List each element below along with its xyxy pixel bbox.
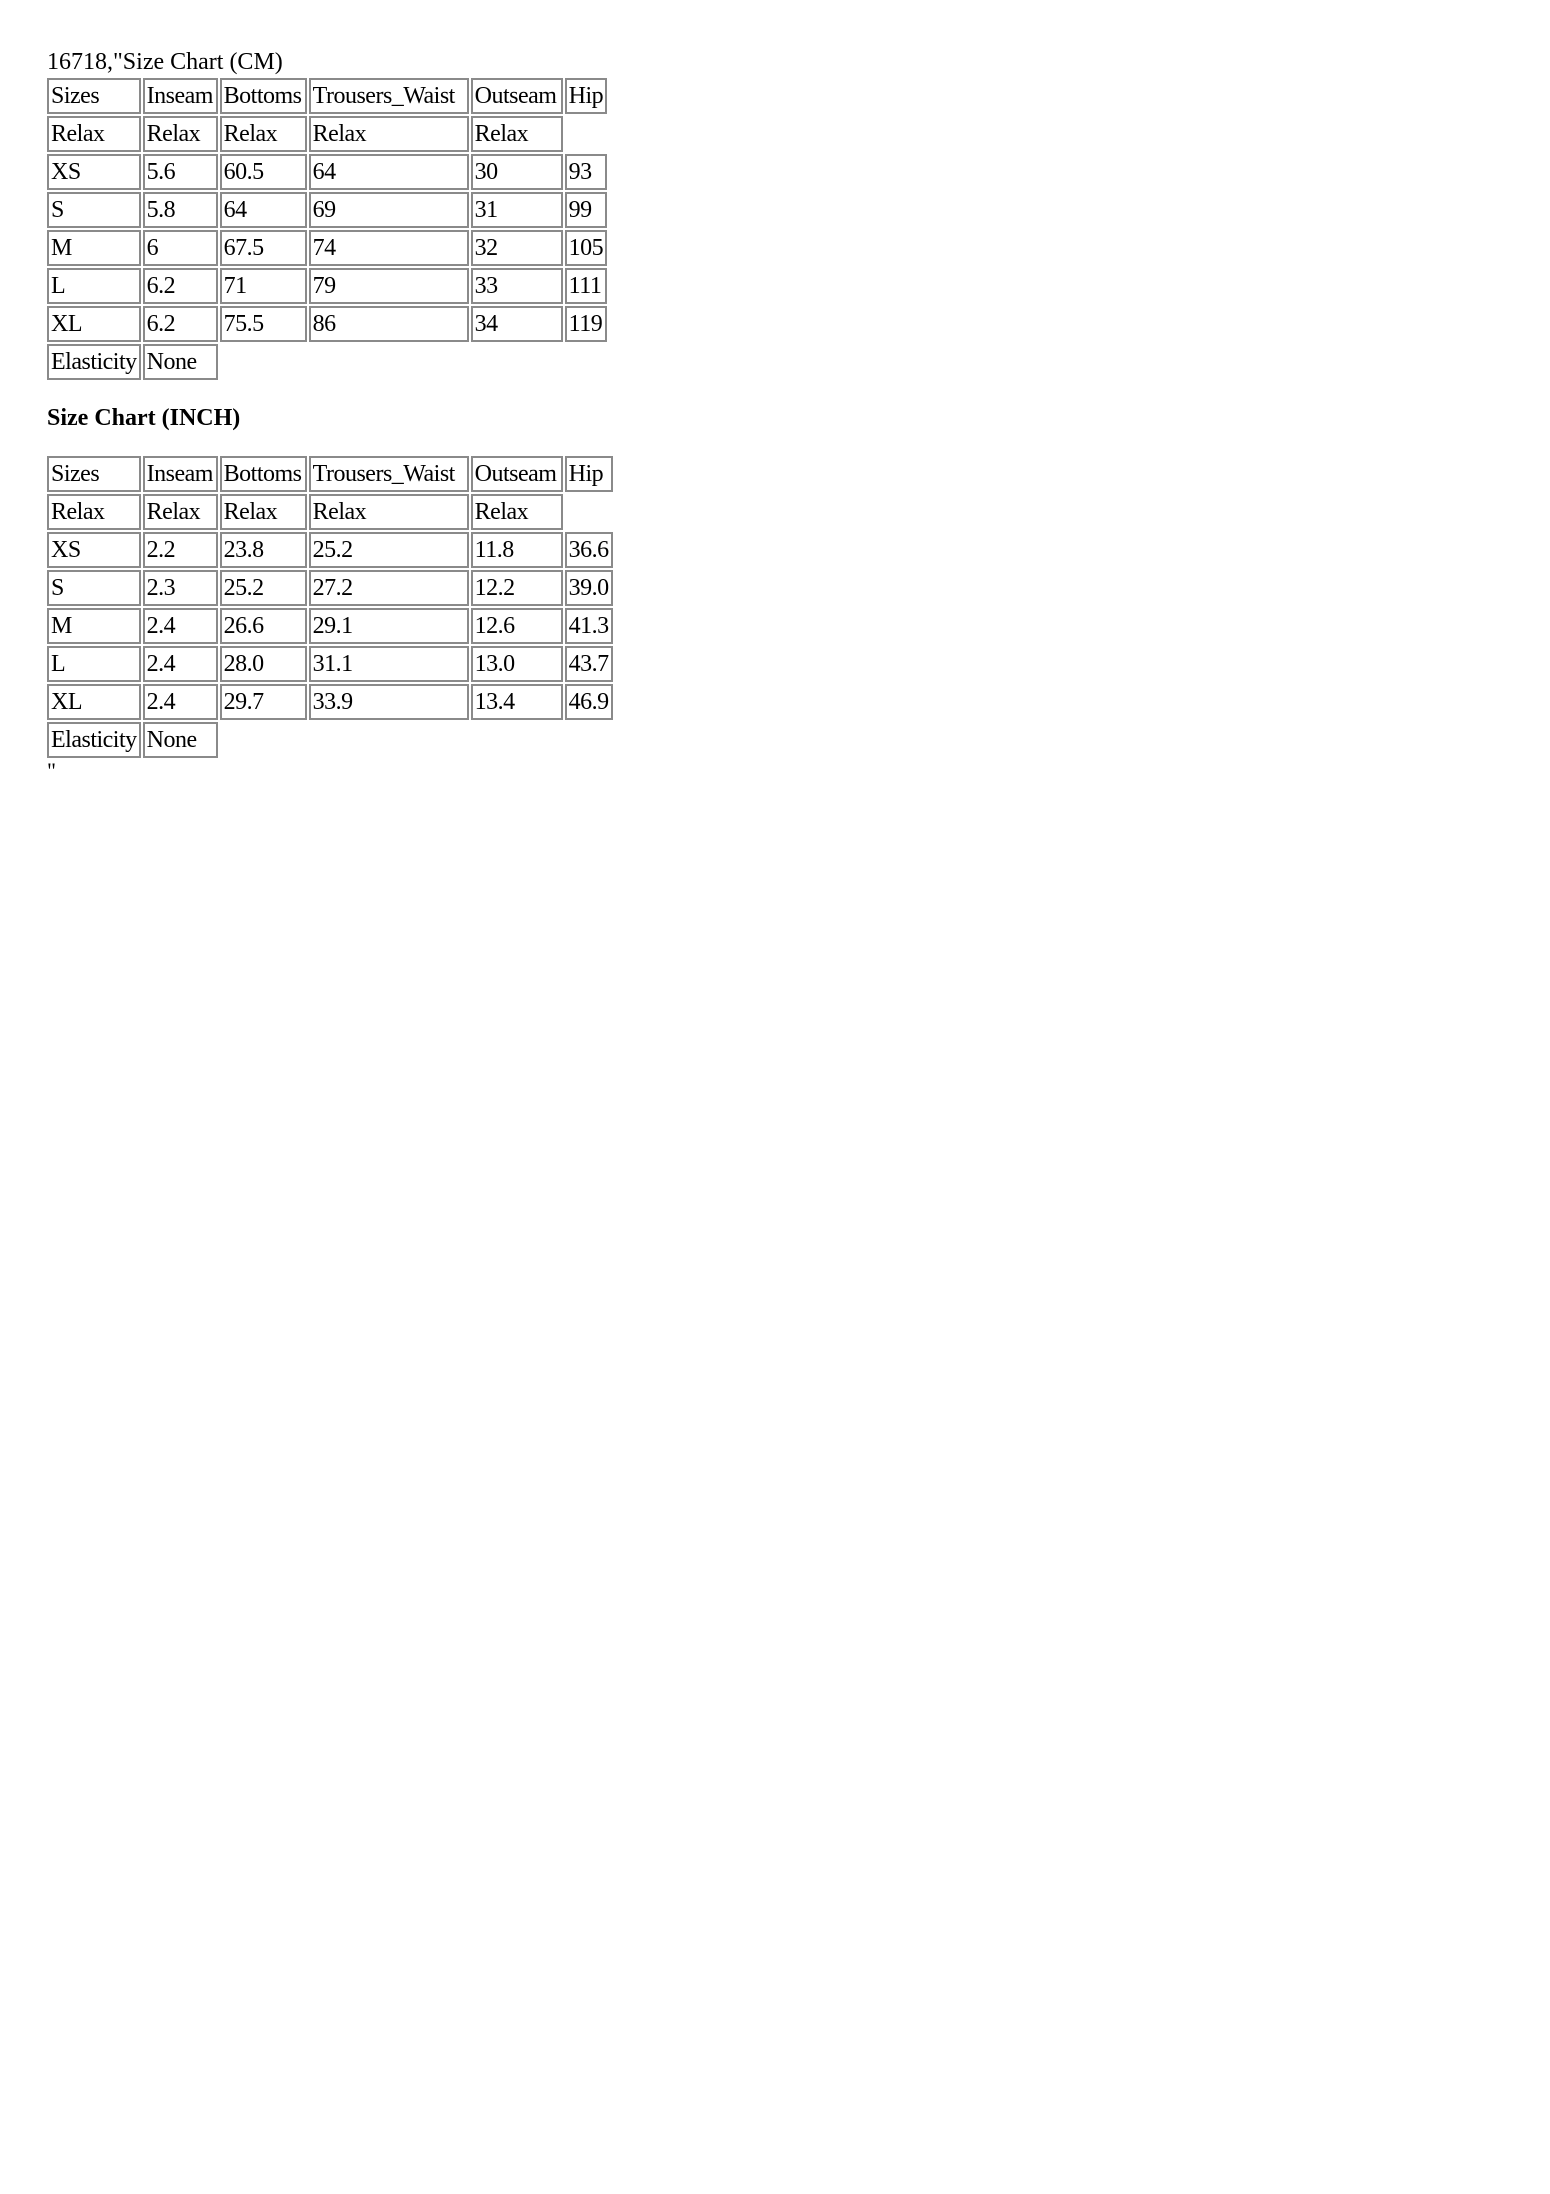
table-cell: 23.8 <box>220 532 307 568</box>
table-cell: 26.6 <box>220 608 307 644</box>
table-cell: 5.6 <box>143 154 218 190</box>
header-cell: Outseam <box>471 456 563 492</box>
empty-cell <box>565 344 608 380</box>
table-cell: 105 <box>565 230 608 266</box>
table-cell: 93 <box>565 154 608 190</box>
fit-cell: Relax <box>143 116 218 152</box>
table-cell: 13.0 <box>471 646 563 682</box>
header-cell: Sizes <box>47 78 141 114</box>
table-row <box>47 646 613 682</box>
header-cell: Bottoms <box>220 456 307 492</box>
header-cell: Outseam <box>471 78 563 114</box>
table-cell: 27.2 <box>309 570 469 606</box>
table-row <box>47 684 613 720</box>
table-cell: 2.4 <box>143 608 218 644</box>
table-cell: 6 <box>143 230 218 266</box>
inch-chart-heading: Size Chart (INCH) <box>47 405 241 431</box>
elasticity-row <box>47 722 613 758</box>
fit-cell: Relax <box>220 116 307 152</box>
table-row <box>47 570 613 606</box>
size-cell: XL <box>47 306 141 342</box>
empty-cell <box>565 116 608 152</box>
table-cell: 79 <box>309 268 469 304</box>
header-cell: Bottoms <box>220 78 307 114</box>
table-cell: 60.5 <box>220 154 307 190</box>
table-cell: 33.9 <box>309 684 469 720</box>
table-cell: 6.2 <box>143 268 218 304</box>
size-cell: S <box>47 192 141 228</box>
table-cell: 12.6 <box>471 608 563 644</box>
empty-cell <box>309 344 469 380</box>
table-row <box>47 230 607 266</box>
table-cell: 64 <box>309 154 469 190</box>
table-cell: 69 <box>309 192 469 228</box>
table-cell: 111 <box>565 268 608 304</box>
table-header-row <box>47 78 607 114</box>
header-cell: Inseam <box>143 456 218 492</box>
table-row <box>47 154 607 190</box>
table-cell: 119 <box>565 306 608 342</box>
size-cell: M <box>47 608 141 644</box>
size-cell: M <box>47 230 141 266</box>
table-cell: 74 <box>309 230 469 266</box>
table-cell: 31.1 <box>309 646 469 682</box>
fit-row <box>47 116 607 152</box>
table-cell: 12.2 <box>471 570 563 606</box>
elasticity-label: Elasticity <box>47 722 141 758</box>
table-cell: 36.6 <box>565 532 613 568</box>
elasticity-label: Elasticity <box>47 344 141 380</box>
size-cell: XL <box>47 684 141 720</box>
table-cell: 6.2 <box>143 306 218 342</box>
table-row <box>47 532 613 568</box>
cm-size-table <box>45 76 609 382</box>
fit-cell: Relax <box>47 494 141 530</box>
header-cell: Hip <box>565 456 613 492</box>
table-cell: 86 <box>309 306 469 342</box>
table-cell: 43.7 <box>565 646 613 682</box>
elasticity-row <box>47 344 607 380</box>
table-cell: 32 <box>471 230 563 266</box>
size-cell: S <box>47 570 141 606</box>
table-cell: 64 <box>220 192 307 228</box>
empty-cell <box>565 494 613 530</box>
table-row <box>47 268 607 304</box>
fit-row <box>47 494 613 530</box>
fit-cell: Relax <box>309 494 469 530</box>
fit-cell: Relax <box>220 494 307 530</box>
header-cell: Sizes <box>47 456 141 492</box>
table-cell: 29.1 <box>309 608 469 644</box>
empty-cell <box>220 344 307 380</box>
empty-cell <box>471 722 563 758</box>
elasticity-value: None <box>143 722 218 758</box>
table-cell: 2.3 <box>143 570 218 606</box>
table-cell: 75.5 <box>220 306 307 342</box>
table-cell: 46.9 <box>565 684 613 720</box>
table-cell: 2.4 <box>143 646 218 682</box>
cm-chart-heading: 16718,"Size Chart (CM) <box>47 49 283 75</box>
table-cell: 28.0 <box>220 646 307 682</box>
empty-cell <box>471 344 563 380</box>
fit-cell: Relax <box>143 494 218 530</box>
table-cell: 30 <box>471 154 563 190</box>
table-cell: 34 <box>471 306 563 342</box>
header-cell: Hip <box>565 78 608 114</box>
header-cell: Trousers_Waist <box>309 78 469 114</box>
table-cell: 31 <box>471 192 563 228</box>
table-cell: 41.3 <box>565 608 613 644</box>
table-cell: 2.4 <box>143 684 218 720</box>
table-cell: 25.2 <box>309 532 469 568</box>
size-cell: XS <box>47 532 141 568</box>
empty-cell <box>565 722 613 758</box>
table-cell: 5.8 <box>143 192 218 228</box>
table-row <box>47 192 607 228</box>
fit-cell: Relax <box>471 116 563 152</box>
empty-cell <box>220 722 307 758</box>
table-cell: 33 <box>471 268 563 304</box>
table-cell: 39.0 <box>565 570 613 606</box>
table-cell: 13.4 <box>471 684 563 720</box>
table-cell: 25.2 <box>220 570 307 606</box>
empty-cell <box>309 722 469 758</box>
size-cell: XS <box>47 154 141 190</box>
fit-cell: Relax <box>309 116 469 152</box>
elasticity-value: None <box>143 344 218 380</box>
size-cell: L <box>47 268 141 304</box>
table-cell: 99 <box>565 192 608 228</box>
closing-quote: " <box>47 758 56 783</box>
header-cell: Inseam <box>143 78 218 114</box>
table-cell: 29.7 <box>220 684 307 720</box>
table-cell: 71 <box>220 268 307 304</box>
document-page <box>47 48 615 783</box>
size-cell: L <box>47 646 141 682</box>
table-cell: 67.5 <box>220 230 307 266</box>
table-header-row <box>47 456 613 492</box>
fit-cell: Relax <box>471 494 563 530</box>
header-cell: Trousers_Waist <box>309 456 469 492</box>
fit-cell: Relax <box>47 116 141 152</box>
table-cell: 11.8 <box>471 532 563 568</box>
table-row <box>47 306 607 342</box>
inch-size-table <box>45 454 615 760</box>
table-cell: 2.2 <box>143 532 218 568</box>
table-row <box>47 608 613 644</box>
